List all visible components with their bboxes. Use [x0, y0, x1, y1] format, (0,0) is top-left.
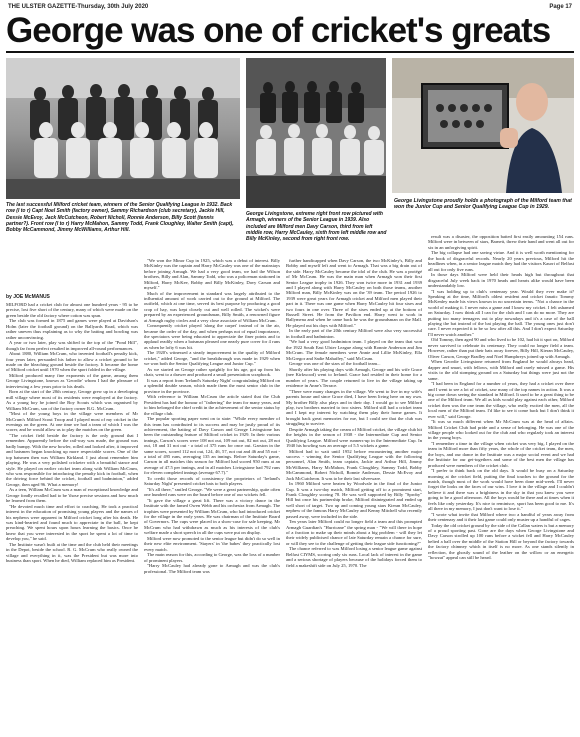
article-paragraph: "The cricket field beside the factory is the only ground that I remember. Apparently before the rail-way was made, the ground was badly bumpy. With the new bowler, rolled and looked after, it improved and batsmen began knocking up more respectable scores. One of the top batsmen then was William Kirkland. I just about remember him playing. He was a very polished cricketer with a beautiful stance and style. He played on earlier cricket team along with William McCrum, who was responsible for introducing the penalty kick in football, when the driving force behind the cricket, football and badminton," added George, then aged 96. What a memory!: [6, 433, 138, 487]
article-paragraph: "It gave the village a great lift. There was a victory dance in the Institute with the famed Owen Webb and his orchestra from Armagh. The trophies were presented by William McCrum, who had introduced cricket for the village in the early years. He was chairman of the Institute Board of Governors. The cups were placed in a show-case for sale keeping. Mr McCrum who had withdrawn as much as his interests of the club's welfare made a short speech in all the cups were put on display.: [144, 497, 280, 536]
article-paragraph: The popular sporting paper went on to state: "While every member of this team has contributed to its success and may be justly proud of its achievement, the batting of Davy Carson and George Livingstone has been the outstanding feature of Milford cricket in 1929. In their various innings, Carson's scores were 108 not out, 109 not out, 82 not out, 28 not out, 18 and 31 not out - a total of 375 runs for once out. Garston in the same scores, scored 112 not out, 124, 46, 57, not out and 46 and 55 not - a total of 495 runs, averaging 135 an innings. Before Saturday's game, Carson in all matches this season for Milford had scored 950 runs at an average of 47.5 per innings, and in all matches Livingstone had 792 runs for eleven completed innings (average 67.7).": [144, 416, 280, 476]
article-paragraph: "We had a very good badminton team. I played on the team that won the 1922 South East Ulster League along with Ronnie Anderson and Jim McCrum. The female members were Annie and Lillie McKinley, Ella McGregor and Sadie Mahaffey," said McCrum.: [286, 339, 422, 361]
article-paragraph: "There were many changes in the village. We went to live in my wife's parents house and since Grace died, I have been living here on my own. My brother Billy also plays and in their day. I would go to see Milford play, two brothers married to two sisters. Milford still had a cricket team and I kept my interest by watching them play their home games. It brought back great memories for me, but I could see that the club was struggling to survive.: [286, 388, 422, 427]
george-photo-caption: George Livingstone proudly holds a photograph of the Milford team that won the Junior Cup and Senior Qualifying League Cup in 1929.: [394, 198, 572, 211]
article-paragraph: Milford were now promoted to the senior league but didn't do so well in their new elite environment. 'Stayers' in 'the babes' they practically lost every match.: [144, 535, 280, 552]
article-paragraph: The big collapse had one saving virtue. And it is well worth mentioning for the book of disgraceful records. Nearly 20 years previous, Milford hit the headlines when, in a senior league match they had the visitors Kaurri of Belfast all out for only five runs.: [428, 250, 574, 272]
team-photo-caption: The last successful Milford cricket team, winners of the Senior Qualifying League in 1932. Back row (l to r) Capt Noel Smith (factory owner), Sammy Richardson (club secretary), Jackie Hill, Dessie McEvoy, Jack McCutcheon, Robert Nicholl, Ronnie Anderson, Billy Scott (tennis partner?). Front row (l to r) Harry McMahon, Sammy Todd, Frank Cloughley, Walter Smith (capt), Bobby McCammond, Jimmy McWilliams, Arthur Hill.: [6, 202, 234, 234]
article-paragraph: The Institute wasn't built at the time and the club held their meetings in the Depot, beside the school. R. G. McCrum who really owned the village and everything in it, was the President but was more into business than sport. When he died, William replaced him as President.: [6, 541, 138, 563]
article-paragraph: As a teen, William McCrum was a man of exceptional knowledge and George fondly recalled had to be 'those precise sessions and how much he learned from them.: [6, 487, 138, 504]
article-paragraph: To credit those records of consistency the proprietors of 'Ireland's Saturday Night' presented cricket bats to both players.: [144, 475, 280, 487]
byline: by JOE McMANUS: [6, 294, 50, 300]
article-paragraph: "Most of the young boys in the village were members of Mr McCrum's Milford Scout Troop and I played most of my cricket in the evenings on the green. At one time we had a team of which I was the scorer, and he would allow us to play the matches on the green.: [6, 411, 138, 433]
article-column-3: [286, 258, 422, 732]
article-paragraph: Old Tommy, then aged 90 and who lived to be 102, had hit it spot on, Milford never survived to celebrate its centenary. They could no longer field a team. However, rather than put their bats away forever, Billy Hill, Kieran McCauley, Oliver Carson, George Bradley and Noel Humphreys joined up with Armagh.: [428, 337, 574, 359]
article-paragraph: Milford produced many fine exponents of the game, among them George Livingstone, known as 'Geordie' whom I had the pleasure of interviewing a few years prior to his death.: [6, 373, 138, 389]
article-paragraph: "I prefer to think back on the old days. It would be busy on a Saturday morning at the cricket field, putting the final touches to the ground for the match, though most of the work would have been done mid-week. I'll never forget the looks on the faces of our wins. I love it in the village and I couldn't believe it and there was a brightness in the sky in that you knew you were going to be a good afternoon. All the boys would be there and at times when it feels like only yesterday. It's nice to reminisce, sport has been good to me. It's all there in my memory, I just don't want to lose it.": [428, 468, 574, 511]
article-paragraph: It was a report from 'Ireland's Saturday Night' congratulating Milford on a splendid double season, which made them the most senior club in the province in the province.: [144, 377, 280, 394]
article-paragraph: Shortly after his playing days with Armagh, George and his wife Grace (nee Kirkwood) went to Ireland. Grace had resided in their home for a number of years. The couple returned to live in the village taking up residence in Anne's Terrace.: [286, 366, 422, 389]
article-paragraph: result was a disaster, the opposition batted first easily amounting 154 runs. Milford were in between of stars, Barnett, threw their hand and went all out for six in an unforgiving spirit.: [428, 234, 574, 250]
page-number: Page 17: [549, 4, 572, 10]
article-paragraph: "I was holding up to club's centenary year. Would they ever make it? Speaking at the time, Milford's oldest resident and cricket fanatic Tommy McKenley made his views known in no uncertain terms. "Not a chance in the world of making it. I never miss a game and I know my cricket. I felt ashamed on Saturday. I now think all I can for the club and I can do no more. They are putting too many teenagers out to play nowadays and it's a case of the ball playing the bat instead of the bat playing the ball. The young ones just don't care. I never expected it to be so low after all this. And I don't expect Saturday I'll never watch another.": [428, 288, 574, 337]
article-paragraph: "I had been in England for a number of years, they had a cricket over there and I went to see a lot of cricket, saw many of the top names in action. It was a big come down seeing the standard in Milford. It used to be a great thing to be one of the Milford team. We all as kids would play against each other, Milford cricket then was the one team the village, who really excited the men, all the local men of the Milford team. I'd like to see it come back but I don't think it ever will," said George.: [428, 381, 574, 419]
article-paragraph: The club was formed in 1875 and games were played at Davidson's Holm (later the football ground) on the Ballyards Road, which was rather uneven thus explaining as to why the batting and bowling was rather unconvincing.: [6, 318, 138, 340]
article-paragraph: When Geordie Livingstone returned from England he would always head, dapper and smart, with fellows, with Milford and rarely missed a game. His visits to the old stomping ground on a Saturday but things were just not the same.: [428, 359, 574, 381]
article-paragraph: As we started on George rather sprightly for his age, got up from his chair, went to a drawer and produced a small presentation scrapbook.: [144, 366, 280, 378]
article-paragraph: Ten years later Milford could no longer field a team and this prompted Armagh Guardian's "Hurricane" the spring man - "We will there in hope of a fraction to make up their minds about a big problem - will they let their widely publicised chance of late Saturday remain a chance for sure, or will they see to the challenge of getting their league side functioning?": [286, 519, 422, 546]
article-paragraph: The 1920's witnessed a steady improvement in the quality of Milford cricket," added George, "and the breakthrough was made in 1929 when we won both the Senior Qualifying League and Junior Cup.": [144, 350, 280, 367]
article-paragraph: Consequently cricket played 'along the carpet' instead of in the air, became the order of the day, and when perhaps not of equal importance, the spectators were being educated to appreciate the finer points and to applaud readily when a batsman pleased one nearly pure cover for 4 runs as when he lofty 6 was hit.: [144, 323, 280, 350]
article-paragraph: Much of the improvement in standard was largely attributed to the influential amount of work carried out to the ground at Milford. The outfield, which at one time, served its best purpose by producing a good crop of hay, was kept closely cut and well rolled. The wicket's were prepared by an experienced groundsman, Billy Smith, a renowned figure at Armagh rugby circles and a very close associate of William McCrum.: [144, 290, 280, 323]
article-column-1: [6, 302, 138, 732]
livingstone-photo-caption: George Livingstone, extreme right front row pictured with Armagh, winners of the Senior League in 1939. Also included are Milford men Davy Carson, third from left middle row, Harry McCauley, sixth from left middle row and Billy McKinley, second from right front row.: [246, 211, 387, 243]
article-paragraph: "It was so much different when Mr McCrum was at the head of affairs. Milford Cricket Club had pride and a sense of belonging. He was one of the village people who looked out for the club and who regularly took an interest in the young boys.: [428, 419, 574, 441]
article-column-2: [144, 258, 280, 732]
article-paragraph: "We won the Minor Cup in 1925, which was a debut of interest. Billy McKinley was the captain and Harry McCauley was one of the mainstays before joining Armagh. We had a very good team, we had the Wilson brothers, Billy and Alan, Sammy Todd, who was a policeman stationed in Milford, Harry McKee, Bobby and Billy McKinley, Davy Carson and myself.": [144, 258, 280, 291]
livingstone-photo: [246, 58, 386, 208]
article-paragraph: Today the old cricket ground by the side of the Callan waters is but a memory of a proud sporting past. Gone are the days when George Livingstone and Davy Carson strolled up 100 runs before a wicket fell and Harry McCauley belted a ball over the middle of the Station Hill or beyond the factory towards the factory chimney which in itself is no more. As one stands silently in reflection, the ghostly sound of the leather on the willow or an energetic "howzat" appeal can still be heard.: [428, 522, 574, 561]
headline: George was one of cricket's greats: [6, 11, 551, 50]
article-paragraph: "I wrote what invite that Milford where two a handful of years away from their centenary and it their last game could only muster up a handful of cages.: [428, 511, 574, 522]
article-paragraph: The main reason for this, according to George, was the loss of a number of prominent players.: [144, 552, 280, 563]
headline-rule: [6, 51, 574, 53]
article-paragraph: Despite Armagh taking the cream of Milford cricket, the village club hit the heights in the season of 1938 - the Intermediate Cup and Senior Qualifying League. Milford were runners-up in the Intermediate Cup. In 1940 his bowling was an average of 5.5 wickets a game.: [286, 426, 422, 448]
article-paragraph: The chance referred to was Milford losing a senior league game against Belfast CIYMS, scoring only six runs. Local lack of interest in the game and a serious shortage of players because of the holidays forced them to field a makeshift side on July 25, 1970. The: [286, 546, 422, 568]
article-paragraph: In the early part of the 20th century Milford were also very successful in football and badminton.: [286, 328, 422, 339]
team-photo: [6, 58, 240, 199]
article-paragraph: A year or two later, play was shifted to the top of the "Pond Hill", though far from perfect resulted in improved all-round performances.: [6, 340, 138, 351]
article-paragraph: "It's all there," smiled George. "We were a great partnership, quite often one hundred runs were on the board before one of our wickets fell.: [144, 486, 280, 498]
article-paragraph: About 1880, William McCrum, who invented football's penalty kick, four years later, persuaded his father to allow a cricket ground to be made on the bleaching ground beside the factory. It became the home of Milford cricket until 1970 when the sport folded in the village.: [6, 351, 138, 373]
article-paragraph: "He devoted much time and effort to coaching. He took a practical interest in the education of promising young players and the names of his nephews were apparent in Milford cricket long after his death. He was kind-hearted and found much to appreciate in the ball, he kept preaching. We spent hours upon hours learning the basics. Once he knew that you were interested in the sport he spent a lot of time to develop you," he said.: [6, 503, 138, 542]
article-paragraph: Milford had to wait until 1952 before encountering another major success - winning the Senior Qualifying League with the following personnel, Alan Smith, team captain, Jackie and Arthur Hill, Jimmy McWilliams, Harry McMahon, Frank Cloughley, Sammy Todd, Bobby McCammond, Robert Nicholl, Ronnie Anderson, Dessie McEvoy and Jack McCutcheon. It was to be their last silverware.: [286, 448, 422, 481]
article-paragraph: In those days Milford were held their heads high but throughout that disgraceful July week back in 1970 heads and hearts alike would have been understandably low.: [428, 272, 574, 289]
george-holding-photo: [392, 58, 574, 193]
masthead-date: THE ULSTER GAZETTE-Thursday, 30th July 2020: [8, 4, 149, 10]
article-paragraph: George was one of the stars of the football team...: [289, 361, 381, 367]
article-column-4: [428, 234, 574, 732]
article-paragraph: MILFORD had a cricket club for almost one hundred years - 95 to be precise, lost five short of the century, many of which were made on the green beside the old factory where cotton was spun.: [6, 302, 138, 318]
article-paragraph: further handicapped when Davy Carson, the two McKinley's, Billy and Bobby and myself left and went to Armagh. That was a big drain out of the side. Harry McCauley became the idol of the club. He was a protégé of Mr McCrum. He was the main man when Armagh won their first Senior League trophy in 1926. They won twice more in 1931 and 1939 and I played along with Harry McCauley on both those teams, another Milford man, Billy McKinley was on the '39 team. The period 1926 to 1939 were great years for Armagh cricket and Milford men played their part in it. There was one game when Harry McCauley hit four sixes and two fours in one over. Three of the sixes ended up at the bottom of Russell Street. He from the Pavilion end. Harry went to work in Ballymena and when he came back he was the groundsman on the Mall. He played out his days with Milford.": [286, 258, 422, 328]
article-paragraph: "Harry McCauley had already gone to Armagh and was the club's professional. The Milford team was: [144, 563, 280, 574]
article-paragraph: With reference to William McCrum the article stated that the Club President has had the honour of "fathering" the team for many years, and to him belonged the chief credit in the achievement of the senior status by the village club.: [144, 394, 280, 416]
article-paragraph: "I remember a time in the village when cricket was very big, I played on the team in Milford more than fifty years, the whole of the cricket team, the men, the boys, and our dance in the Institute was a major social event and we had the Institute for our get-togethers and some of the best men the village has produced were members of the cricket club.: [428, 440, 574, 468]
article-paragraph: Born at the start of the 20th century, George grew up in a developing mill village where most of its residents were employed at the factory. As a young boy he joined the Boy Scouts which was organised by William McCrum, son of the factory owner R.G. McCrum.: [6, 389, 138, 411]
article-paragraph: In 1960 Milford were beaten by Woodvale in the final of the Junior Cup. It was a two-day match, Milford getting off to a prominent start, Frank Cloughley scoring 78. He was well supported by Billy "Sproby" Hill but once his partnership broke, Milford disintegrated and ended up well short of target. Two up and coming young stars Kieran McCauley, nephew of the famous Harry McCauley and Kenny Mitchell who recently passed away, were included in the side.: [286, 481, 422, 519]
